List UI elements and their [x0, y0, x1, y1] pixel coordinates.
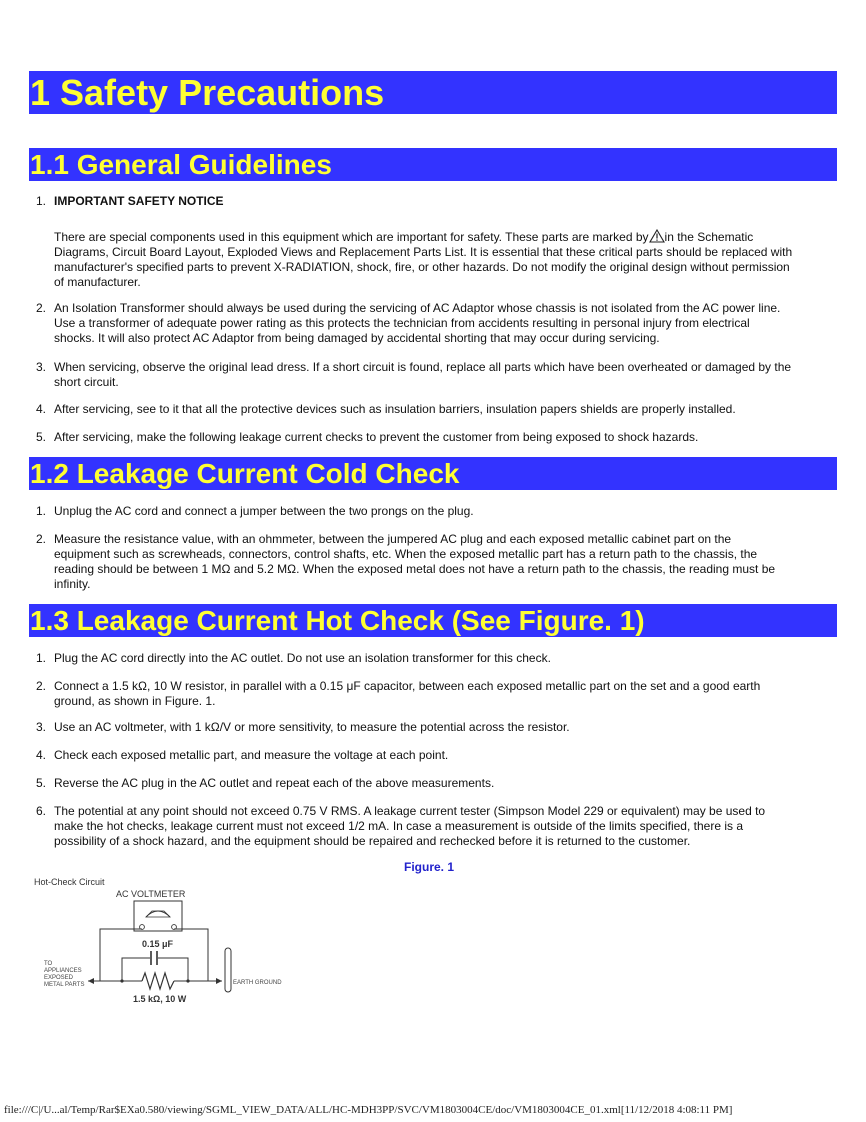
page-title: 1 Safety Precautions — [30, 72, 385, 113]
list-number: 5. — [36, 776, 47, 790]
section-heading-bar — [29, 604, 837, 637]
list-text — [54, 402, 840, 417]
list-line: Connect a 1.5 kΩ, 10 W resistor, in parallel with a 0.15 μF capacitor, between each exposed metallic part on the set and a good earth — [54, 679, 761, 693]
hot-check-circuit-diagram — [30, 874, 300, 1014]
earth-ground-label: EARTH GROUND — [233, 980, 282, 986]
list-text — [54, 804, 840, 849]
meter-arc — [146, 911, 170, 917]
file-path-footer: file:///C|/U...al/Temp/Rar$EXa0.580/viewing/SGML_VIEW_DATA/ALL/HC-MDH3PP/SVC/VM1803004CE/doc/VM1803004CE_01.xml[11/12/2018 4:08:11 PM] — [4, 1104, 733, 1116]
meter-lead — [174, 929, 208, 981]
section-title-hot-check: 1.3 Leakage Current Hot Check (See Figure. 1) — [30, 605, 645, 636]
section-heading-bar — [29, 148, 837, 181]
list-line: Reverse the AC plug in the AC outlet and repeat each of the above measurements. — [54, 776, 495, 790]
list-line: Check each exposed metallic part, and measure the voltage at each point. — [54, 748, 449, 762]
list-line: After servicing, see to it that all the protective devices such as insulation barriers, insulation papers shields are properly installed. — [54, 402, 736, 416]
list-line: ground, as shown in Figure. 1. — [54, 694, 216, 708]
important-safety-notice-heading: IMPORTANT SAFETY NOTICE — [54, 194, 224, 208]
list-text — [54, 720, 840, 735]
list-number: 2. — [36, 301, 47, 315]
list-line: shocks. It will also protect AC Adaptor from being damaged by accidental shorting that may occur during servicing. — [54, 331, 660, 345]
list-line: short circuit. — [54, 375, 119, 389]
list-line: Measure the resistance value, with an ohmmeter, between the jumpered AC plug and each exposed metallic cabinet part on the — [54, 532, 732, 546]
list-line: reading should be between 1 MΩ and 5.2 MΩ. When the exposed metal does not have a return path to the chassis, the reading must be — [54, 562, 776, 576]
list-line: possibility of a shock hazard, and the equipment should be repaired and rechecked before it is returned to the customer. — [54, 834, 691, 848]
list-line: An Isolation Transformer should always be used during the servicing of AC Adaptor whose chassis is not isolated from the AC power line. — [54, 301, 781, 315]
list-text — [54, 532, 840, 592]
section-heading-bar — [29, 457, 837, 490]
list-line: When servicing, observe the original lead dress. If a short circuit is found, replace all parts which have been overheated or damaged by the — [54, 360, 792, 374]
list-number: 6. — [36, 804, 47, 818]
list-line: infinity. — [54, 577, 91, 591]
list-line: Use a transformer of adequate power rating as this protects the technician from accidents resulting in personal injury from electrical — [54, 316, 750, 330]
list-line: Unplug the AC cord and connect a jumper between the two prongs on the plug. — [54, 504, 474, 518]
left-label-line: TO — [44, 961, 53, 967]
left-label-line: APPLIANCES — [44, 968, 82, 974]
voltmeter-label: AC VOLTMETER — [116, 889, 186, 899]
paragraph-text: There are special components used in this equipment which are important for safety. These parts are marked by — [54, 230, 649, 244]
list-text — [54, 504, 840, 519]
junction-dot — [120, 979, 123, 982]
warning-triangle-icon — [649, 229, 665, 243]
circuit-svg — [30, 874, 300, 1014]
earth-ground-rod — [225, 948, 231, 992]
list-number: 3. — [36, 360, 47, 374]
list-number: 4. — [36, 402, 47, 416]
diagram-title: Hot-Check Circuit — [34, 877, 105, 887]
paragraph-line: manufacturer's specified parts to prevent X-RADIATION, shock, fire, or other hazards. Do not modify the original design without permission — [54, 260, 790, 274]
list-number: 1. — [36, 504, 47, 518]
paragraph-text: in the Schematic — [664, 230, 754, 244]
list-number: 4. — [36, 748, 47, 762]
list-line: make the hot checks, leakage current must not exceed 1/2 mA. In case a measurement is outside of the limits specified, there is a — [54, 819, 744, 833]
figure-caption: Figure. 1 — [404, 860, 455, 874]
section-title-cold-check: 1.2 Leakage Current Cold Check — [30, 458, 460, 489]
left-label-line: EXPOSED — [44, 975, 74, 981]
list-number: 5. — [36, 430, 47, 444]
paragraph-line — [54, 229, 840, 245]
paragraph-line: Diagrams, Circuit Board Layout, Exploded Views and Replacement Parts List. It is essential that these critical parts should be replaced with — [54, 245, 793, 259]
junction-dot — [186, 979, 189, 982]
list-line: Plug the AC cord directly into the AC outlet. Do not use an isolation transformer for this check. — [54, 651, 551, 665]
arrow-right-icon — [216, 978, 222, 984]
list-line: The potential at any point should not exceed 0.75 V RMS. A leakage current tester (Simpson Model 229 or equivalent) may be used to — [54, 804, 766, 818]
capacitor-wire — [158, 958, 188, 981]
safety-notice-paragraph — [54, 229, 840, 290]
meter-lead — [100, 929, 142, 981]
arrow-left-icon — [88, 978, 94, 984]
voltmeter-box — [134, 901, 182, 931]
list-text — [54, 748, 840, 763]
list-line: equipment such as screwheads, connectors, control shafts, etc. When the exposed metallic part has a return path to the chassis, the — [54, 547, 758, 561]
list-text — [54, 301, 840, 346]
list-text — [54, 430, 840, 445]
list-number: 3. — [36, 720, 47, 734]
section-title-general-guidelines: 1.1 General Guidelines — [30, 149, 332, 180]
resistor-label: 1.5 kΩ, 10 W — [133, 994, 187, 1004]
list-text — [54, 651, 840, 666]
paragraph-line: of manufacturer. — [54, 275, 141, 289]
list-line: Use an AC voltmeter, with 1 kΩ/V or more sensitivity, to measure the potential across the resistor. — [54, 720, 570, 734]
capacitor-label: 0.15 μF — [142, 939, 174, 949]
page-title-bar — [29, 71, 837, 114]
list-number: 1. — [36, 651, 47, 665]
list-number: 2. — [36, 679, 47, 693]
list-number: 1. — [36, 194, 47, 208]
list-text — [54, 360, 840, 390]
list-number: 2. — [36, 532, 47, 546]
left-label-line: METAL PARTS — [44, 982, 85, 988]
list-text — [54, 776, 840, 791]
list-text — [54, 679, 840, 709]
list-line: After servicing, make the following leakage current checks to prevent the customer from being exposed to shock hazards. — [54, 430, 699, 444]
resistor — [142, 973, 174, 989]
